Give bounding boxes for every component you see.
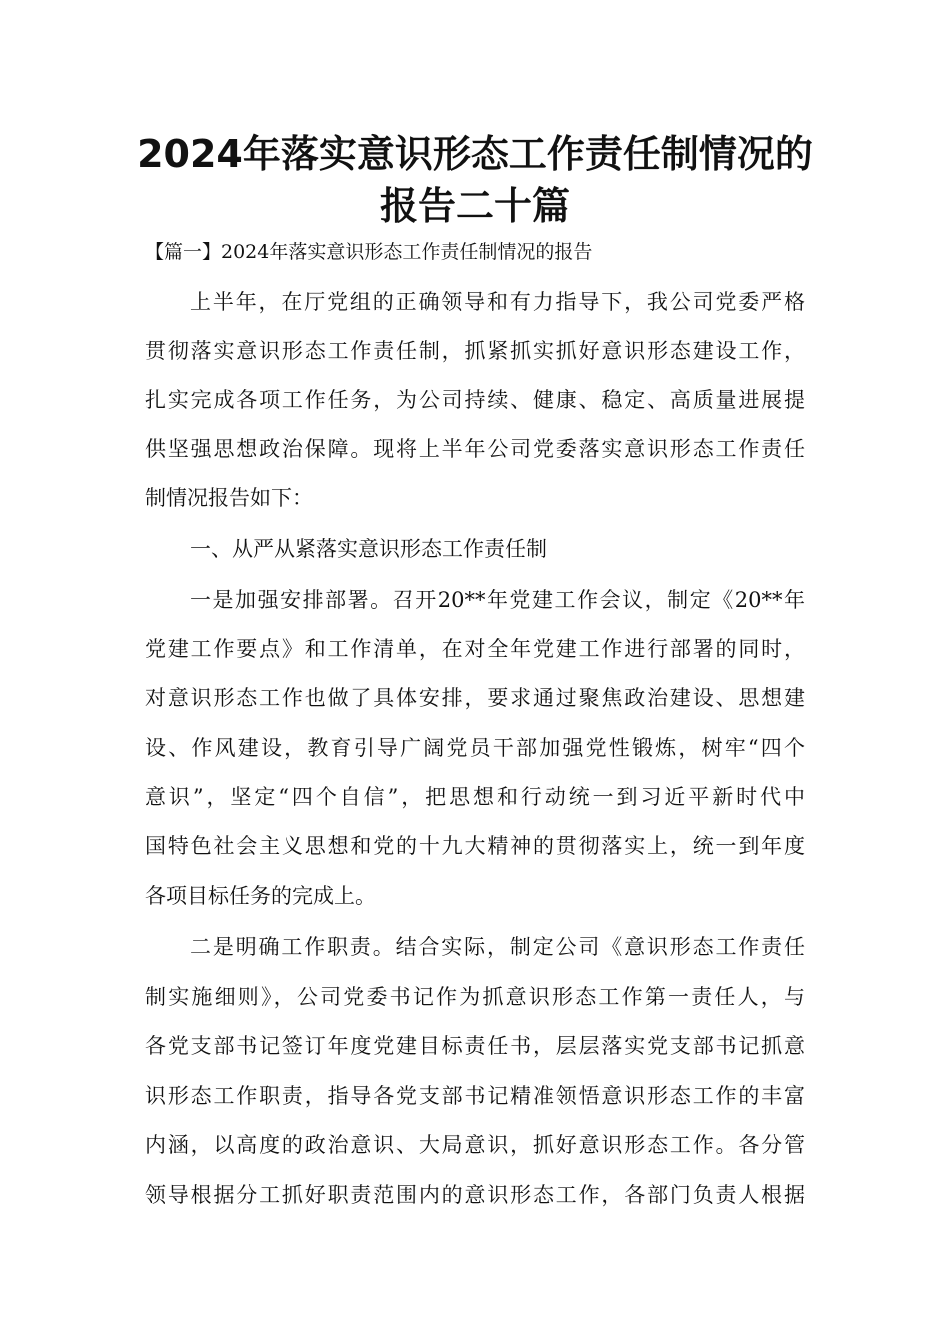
paragraph-line: 对意识形态工作也做了具体安排，要求通过聚焦政治建设、思想建 bbox=[145, 686, 805, 710]
paragraph-line: 扎实完成各项工作任务，为公司持续、健康、稳定、高质量进展提 bbox=[145, 388, 805, 412]
paragraph-line: 国特色社会主义思想和党的十九大精神的贯彻落实上，统一到年度 bbox=[145, 834, 805, 858]
paragraph-line: 识形态工作职责，指导各党支部书记精准领悟意识形态工作的丰富 bbox=[145, 1084, 805, 1108]
paragraph-line: 各党支部书记签订年度党建目标责任书，层层落实党支部书记抓意 bbox=[145, 1034, 805, 1058]
paragraph-line: 一是加强安排部署。召开20**年党建工作会议，制定《20**年 bbox=[190, 588, 805, 612]
paragraph-line: 领导根据分工抓好职责范围内的意识形态工作，各部门负责人根据 bbox=[145, 1183, 805, 1207]
section-subheading: 一、从严从紧落实意识形态工作责任制 bbox=[190, 537, 547, 561]
paragraph-line: 制情况报告如下： bbox=[145, 486, 313, 510]
paragraph-line: 二是明确工作职责。结合实际，制定公司《意识形态工作责任 bbox=[190, 935, 805, 959]
paragraph-line: 党建工作要点》和工作清单，在对全年党建工作进行部署的同时， bbox=[145, 637, 805, 661]
paragraph-line: 各项目标任务的完成上。 bbox=[145, 884, 376, 908]
document-title-line-1: 2024年落实意识形态工作责任制情况的 bbox=[137, 132, 813, 176]
document-title-line-2: 报告二十篇 bbox=[379, 184, 570, 228]
paragraph-line: 设、作风建设，教育引导广阔党员干部加强党性锻炼，树牢“四个 bbox=[145, 736, 805, 760]
paragraph-line: 内涵，以高度的政治意识、大局意识，抓好意识形态工作。各分管 bbox=[145, 1133, 805, 1157]
paragraph-line: 上半年，在厅党组的正确领导和有力指导下，我公司党委严格 bbox=[190, 290, 805, 314]
paragraph-line: 意识”，坚定“四个自信”，把思想和行动统一到习近平新时代中 bbox=[145, 785, 805, 809]
section-heading: 【篇一】2024年落实意识形态工作责任制情况的报告 bbox=[145, 241, 593, 263]
paragraph-line: 制实施细则》，公司党委书记作为抓意识形态工作第一责任人，与 bbox=[145, 985, 805, 1009]
paragraph-line: 贯彻落实意识形态工作责任制，抓紧抓实抓好意识形态建设工作， bbox=[145, 339, 805, 363]
paragraph-line: 供坚强思想政治保障。现将上半年公司党委落实意识形态工作责任 bbox=[145, 437, 805, 461]
